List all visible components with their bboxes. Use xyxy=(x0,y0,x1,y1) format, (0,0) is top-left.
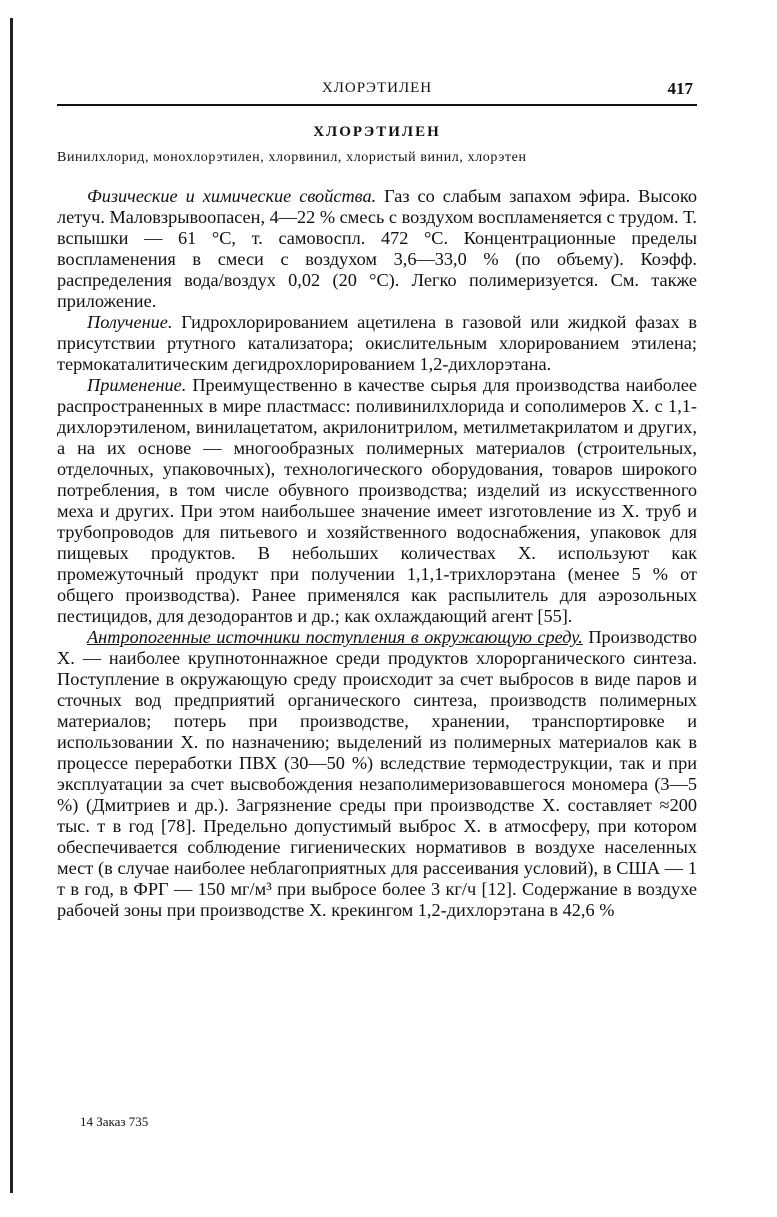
section-application xyxy=(57,375,697,627)
section-text-sources: Производство Х. — наиболее крупнотоннажное среди продуктов хлорорганического синтеза. Поступление в окружающую среду происходит за счет выбросов в виде паров и сточных вод предприятий органического синтеза, производств полимерных материалов; потерь при производстве, хранении, транспортировке и использовании Х. по назначению; выделений из полимерных материалов как в процессе переработки ПВХ (30—50 %) вследствие термодеструкции, так и при эксплуатации за счет высвобождения незаполимеризовавшегося мономера (3—5 %) (Дмитриев и др.). Загрязнение среды при производстве Х. составляет ≈200 тыс. т в год [78]. Предельно допустимый выброс Х. в атмосферу, при котором обеспечивается соблюдение гигиенических нормативов в воздухе населенных мест (в случае наиболее неблагоприятных для рассеивания условий), в США — 1 т в год, в ФРГ — 150 мг/м³ при выбросе более 3 кг/ч [12]. Содержание в воздухе рабочей зоны при производстве Х. крекингом 1,2-дихлорэтана в 42,6 % xyxy=(57,627,697,920)
section-production xyxy=(57,312,697,375)
section-text-production: Гидрохлорированием ацетилена в газовой или жидкой фазах в присутствии ртутного катализатора; окислительным хлорированием этилена; термокаталитическим дегидрохлорированием 1,2-дихлорэтана. xyxy=(57,312,697,374)
section-heading-application: Применение. xyxy=(87,375,187,395)
section-text-properties: Газ со слабым запахом эфира. Высоко летуч. Маловзрывоопасен, 4—22 % смесь с воздухом воспламеняется с трудом. Т. вспышки — 61 °С, т. самовоспл. 472 °С. Концентрационные пределы воспламенения в смеси с воздухом 3,6—33,0 % (по объему). Коэфф. распределения вода/воздух 0,02 (20 °С). Легко полимеризуется. См. также приложение. xyxy=(57,186,698,311)
article-body xyxy=(57,186,697,921)
article-title: ХЛОРЭТИЛЕН xyxy=(313,124,441,140)
section-properties xyxy=(57,186,697,312)
section-heading-properties: Физические и химические свойства. xyxy=(87,186,377,206)
section-text-application: Преимущественно в качестве сырья для производства наиболее распространенных в мире пластмасс: поливинилхлорида и сополимеров Х. с 1,1-дихлорэтиленом, винилацетатом, акрилонитрилом, метилметакрилатом и других, а на их основе — многообразных полимерных материалов (строительных, отделочных, упаковочных), технологического оборудования, товаров широкого потребления, в том числе обувного производства; изделий из искусственного меха и других. При этом наибольшее значение имеет изготовление из Х. труб и трубопроводов для питьевого и хозяйственного водоснабжения, упаковок для пищевых продуктов. В небольших количествах Х. используют как промежуточный продукт при получении 1,1,1-трихлорэтана (менее 5 % от общего производства). Ранее применялся как распылитель для аэрозольных пестицидов, для дезодорантов и др.; как охлаждающий агент [55]. xyxy=(57,375,697,626)
printer-signature: 14 Заказ 735 xyxy=(80,1114,149,1129)
synonyms-line: Винилхлорид, монохлорэтилен, хлорвинил, хлористый винил, хлорэтен xyxy=(57,150,527,165)
page-binding-line xyxy=(10,18,13,1193)
section-sources xyxy=(57,627,697,921)
running-title: ХЛОРЭТИЛЕН xyxy=(321,80,433,96)
page-number: 417 xyxy=(667,79,693,98)
section-heading-production: Получение. xyxy=(87,312,173,332)
running-header xyxy=(57,76,697,106)
section-heading-sources: Антропогенные источники поступления в окружающую среду. xyxy=(87,627,583,647)
